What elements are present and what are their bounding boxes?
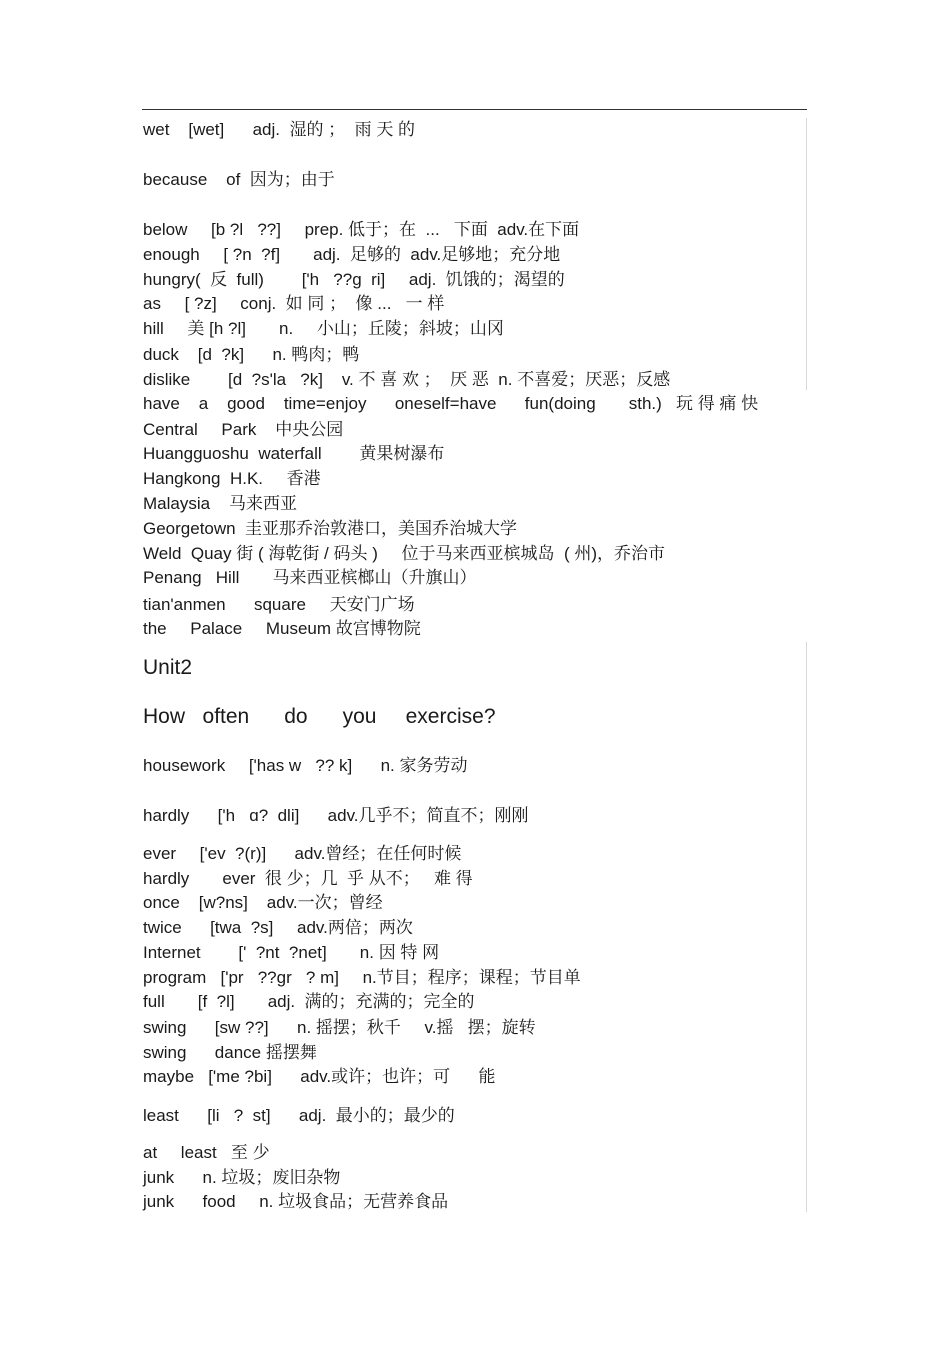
vocab-line: the Palace Museum 故宫博物院 (143, 619, 421, 638)
vocab-line: have a good time=enjoy oneself=have fun(doing sth.) 玩 得 痛 快 (143, 394, 759, 413)
top-rule (142, 109, 807, 110)
vocab-line: junk food n. 垃圾食品；无营养食品 (143, 1192, 449, 1211)
vocab-line: hardly ever 很 少；几 乎 从不； 难 得 (143, 869, 473, 888)
vocab-line: at least 至 少 (143, 1143, 270, 1162)
vocab-line: hardly ['h ɑ? dli] adv.几乎不；简直不；刚刚 (143, 806, 529, 825)
right-margin-rule (806, 642, 807, 1212)
vocab-line: least [li ? st] adj. 最小的；最少的 (143, 1106, 455, 1125)
vocab-line: once [w?ns] adv.一次；曾经 (143, 893, 383, 912)
vocab-line: hill 美 [h ?l] n. 小山；丘陵；斜坡；山冈 (143, 319, 504, 338)
vocab-line: junk n. 垃圾；废旧杂物 (143, 1168, 341, 1187)
vocab-line: Weld Quay 街 ( 海乾街 / 码头 ) 位于马来西亚槟城岛 ( 州)，乔治市 (143, 544, 665, 563)
vocab-line: hungry( 反 full) ['h ??g ri] adj. 饥饿的；渴望的 (143, 270, 565, 289)
vocab-line: program ['pr ??gr ? m] n.节目；程序；课程；节目单 (143, 968, 581, 987)
vocab-line: Georgetown 圭亚那乔治敦港口，美国乔治城大学 (143, 519, 518, 538)
unit-title: How often do you exercise? (143, 705, 496, 728)
vocab-line: below [b ?l ??] prep. 低于；在 ... 下面 adv.在下面 (143, 220, 580, 239)
vocab-line: Penang Hill 马来西亚槟榔山（升旗山） (143, 568, 477, 587)
vocab-line: ever ['ev ?(r)] adv.曾经；在任何时候 (143, 844, 462, 863)
vocab-line: because of 因为；由于 (143, 170, 335, 189)
vocab-line: as [ ?z] conj. 如 同 ； 像 ... 一 样 (143, 294, 445, 313)
vocab-line: maybe ['me ?bi] adv.或许；也许；可 能 (143, 1067, 496, 1086)
vocab-line: duck [d ?k] n. 鸭肉；鸭 (143, 345, 360, 364)
vocab-line: swing dance 摇摆舞 (143, 1043, 317, 1062)
vocab-line: dislike [d ?s'la ?k] v. 不 喜 欢 ； 厌 恶 n. 不喜爱；厌恶；反感 (143, 370, 671, 389)
vocab-line: Internet [' ?nt ?net] n. 因 特 网 (143, 943, 440, 962)
vocab-line: tian'anmen square 天安门广场 (143, 595, 415, 614)
vocab-line: swing [sw ??] n. 摇摆；秋千 v.摇 摆；旋转 (143, 1018, 536, 1037)
vocab-line: full [f ?l] adj. 满的；充满的；完全的 (143, 992, 475, 1011)
vocab-line: housework ['has w ?? k] n. 家务劳动 (143, 756, 468, 775)
vocab-line: twice [twa ?s] adv.两倍；两次 (143, 918, 413, 937)
vocab-line: wet [wet] adj. 湿的 ； 雨 天 的 (143, 120, 416, 139)
vocab-line: Central Park 中央公园 (143, 420, 344, 439)
unit-heading: Unit2 (143, 656, 193, 679)
vocab-line: enough [ ?n ?f] adj. 足够的 adv.足够地；充分地 (143, 245, 561, 264)
vocab-line: Hangkong H.K. 香港 (143, 469, 321, 488)
vocab-line: Malaysia 马来西亚 (143, 494, 297, 513)
right-margin-rule (806, 118, 807, 390)
vocab-line: Huangguoshu waterfall 黄果树瀑布 (143, 444, 445, 463)
